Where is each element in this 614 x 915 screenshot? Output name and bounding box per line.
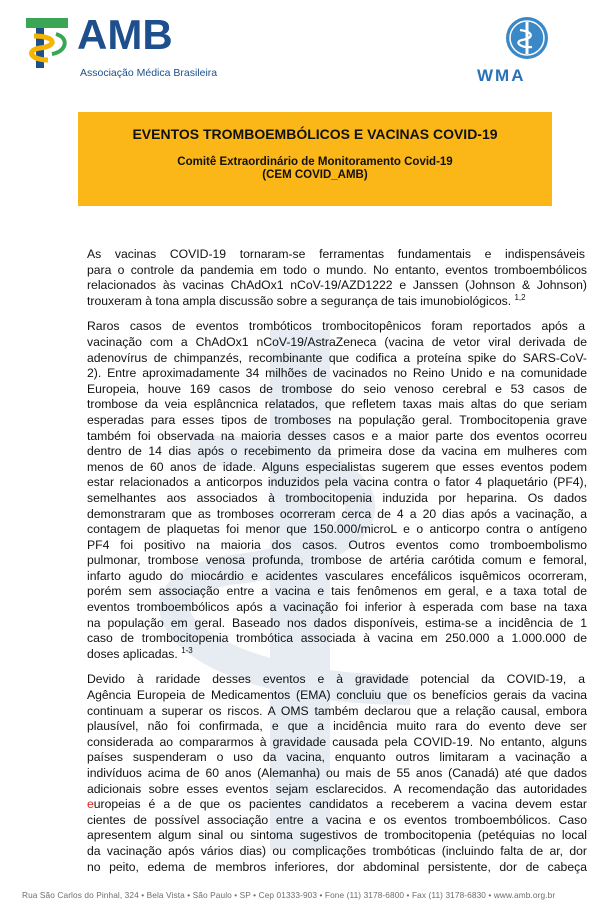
text-line: esperadas para esses tipos de tromboses na população geral. Trombocitopenia grave: [87, 412, 587, 427]
text-line: para o controle da pandemia em todo o mundo. No entanto, eventos tromboembólicos: [87, 262, 587, 277]
citation-superscript: 1,2: [514, 292, 526, 302]
text-line-content: doses aplicadas.: [87, 646, 178, 661]
text-line: plausível, não foi confirmada, e que a incidência muito rara do evento deve ser: [87, 719, 587, 734]
text-line: adicionais sobre esses eventos sejam esclarecidos. A recomendação das autoridades: [87, 781, 587, 796]
page-header: [0, 0, 614, 100]
wma-wordmark: WMA: [477, 66, 526, 85]
text-line: da vacinação após vários dias) ou complicações trombóticas (incluindo falta de ar, dor: [87, 843, 587, 858]
text-line: considerada ao compararmos à gravidade causada pela COVID-19. No entanto, alguns: [87, 734, 587, 749]
page-footer: Rua São Carlos do Pinhal, 324 • Bela Vista • São Paulo • SP • Cep 01333-903 • Fone (11) 3178-6800 • Fax (11) 3178-6830 • www.amb.org.br: [22, 890, 556, 900]
text-line: PF4 foi positivo na maioria dos casos. Outros eventos como tromboembolismo: [87, 537, 587, 552]
text-line: adenovírus de chimpanzés, recombinante que codifica a proteína spike do SARS-CoV-: [87, 350, 587, 365]
amb-wordmark: AMB: [77, 11, 173, 58]
text-line: no peito, edema de membros inferiores, dor abdominal persistente, dor de cabeça: [87, 859, 587, 874]
text-line: demonstraram que as tromboses ocorreram cerca de 4 a 20 dias após a vacinação, a: [87, 506, 587, 521]
text-line: infarto agudo do miocárdio e acidentes vasculares encefálicos isquêmicos ocorreram,: [87, 568, 587, 583]
text-line: porém sem associação entre a vacina e tais fenômenos em geral, e a taxa total de: [87, 584, 587, 599]
text-line: 2). Entre aproximadamente 34 milhões de vacinados no Reino Unido e na comunidade: [87, 366, 587, 381]
text-line: [87, 294, 587, 310]
text-line: cientes de possível associação entre a vacina e os eventos tromboembólicos. Caso: [87, 812, 587, 827]
text-line: pulmonar, trombose venosa profunda, trombose de artéria carótida comum e femoral,: [87, 553, 587, 568]
text-line: Agência Europeia de Medicamentos (EMA) concluiu que os benefícios gerais da vacina: [87, 688, 587, 703]
text-line: menos de 60 anos de idade. Alguns especialistas sugerem que esses eventos podem: [87, 459, 587, 474]
text-line: apresentem algum sinal ou sintoma sugestivos de trombocitopenia (petéquias no local: [87, 828, 587, 843]
text-line: países suspenderam o uso da vacina, enquanto outros limitaram a vacinação a: [87, 750, 587, 765]
text-line: relacionados às vacinas ChAdOx1 nCoV-19/AZD1222 e Janssen (Johnson & Johnson): [87, 278, 587, 293]
citation-superscript: 1-3: [181, 645, 193, 655]
document-body: [87, 247, 587, 885]
text-line: Devido à raridade desses eventos e à gravidade potencial da COVID-19, a: [87, 672, 585, 687]
text-line: europeias é a de que os pacientes candidatos a receberem a vacina devem estar: [87, 797, 587, 812]
text-line: Europeia, houve 169 casos de trombose do seio venoso cerebral e 53 casos de: [87, 381, 587, 396]
text-line: contagem de plaquetas foi menor que 150.000/microL e o anticorpo contra o antígeno: [87, 522, 587, 537]
amb-subtitle: Associação Médica Brasileira: [80, 67, 218, 79]
text-line: continuam a superar os riscos. A OMS também declarou que a relação causal, embora: [87, 703, 587, 718]
text-line: caso de trombocitopenia trombótica associada à vacina em 250.000 a 1.000.000 de: [87, 631, 587, 646]
text-line: eventos tromboembólicos após a vacinação foi inferior à esperada com base na taxa: [87, 600, 587, 615]
text-line: [87, 647, 587, 663]
text-line: dentro de 14 dias após o recebimento da primeira dose da vacina em mulheres com: [87, 444, 587, 459]
text-line: na população em geral. Baseado nos dados disponíveis, estima-se a incidência de 1: [87, 615, 587, 630]
text-line: semelhantes aos associados à trombocitopenia induzida por heparina. Os dados: [87, 490, 587, 505]
text-line: Raros casos de eventos trombóticos trombocitopênicos foram reportados após a: [87, 319, 585, 334]
text-line-content: trouxeram à tona ampla discussão sobre a segurança de tais imunobiológicos.: [87, 293, 512, 308]
text-line: também foi observada na maioria desses casos e a maior parte dos eventos ocorreu: [87, 428, 587, 443]
paragraph: [87, 319, 587, 662]
committee-name: Comitê Extraordinário de Monitoramento Covid-19: [177, 156, 453, 168]
text-line: trombose da veia esplâncnica relatados, que refletem taxas mais altas do que seriam: [87, 397, 587, 412]
paragraph: [87, 672, 587, 875]
document-title: EVENTOS TROMBOEMBÓLICOS E VACINAS COVID-19: [132, 126, 498, 142]
text-line: vacinação com a ChAdOx1 nCoV-19/AstraZeneca (vacina de vetor viral derivada de: [87, 334, 587, 349]
text-line: indivíduos acima de 60 anos (Alemanha) ou mais de 55 anos (Canadá) até que dados: [87, 766, 587, 780]
committee-acronym: (CEM COVID_AMB): [262, 169, 368, 181]
text-line: As vacinas COVID-19 tornaram-se ferramentas fundamentais e indispensáveis: [87, 247, 585, 261]
text-line: estar relacionados a anticorpos induzidos pela vacina contra o fator 4 plaquetário (PF4),: [87, 475, 587, 490]
paragraph: [87, 247, 587, 309]
title-banner: [78, 112, 552, 206]
